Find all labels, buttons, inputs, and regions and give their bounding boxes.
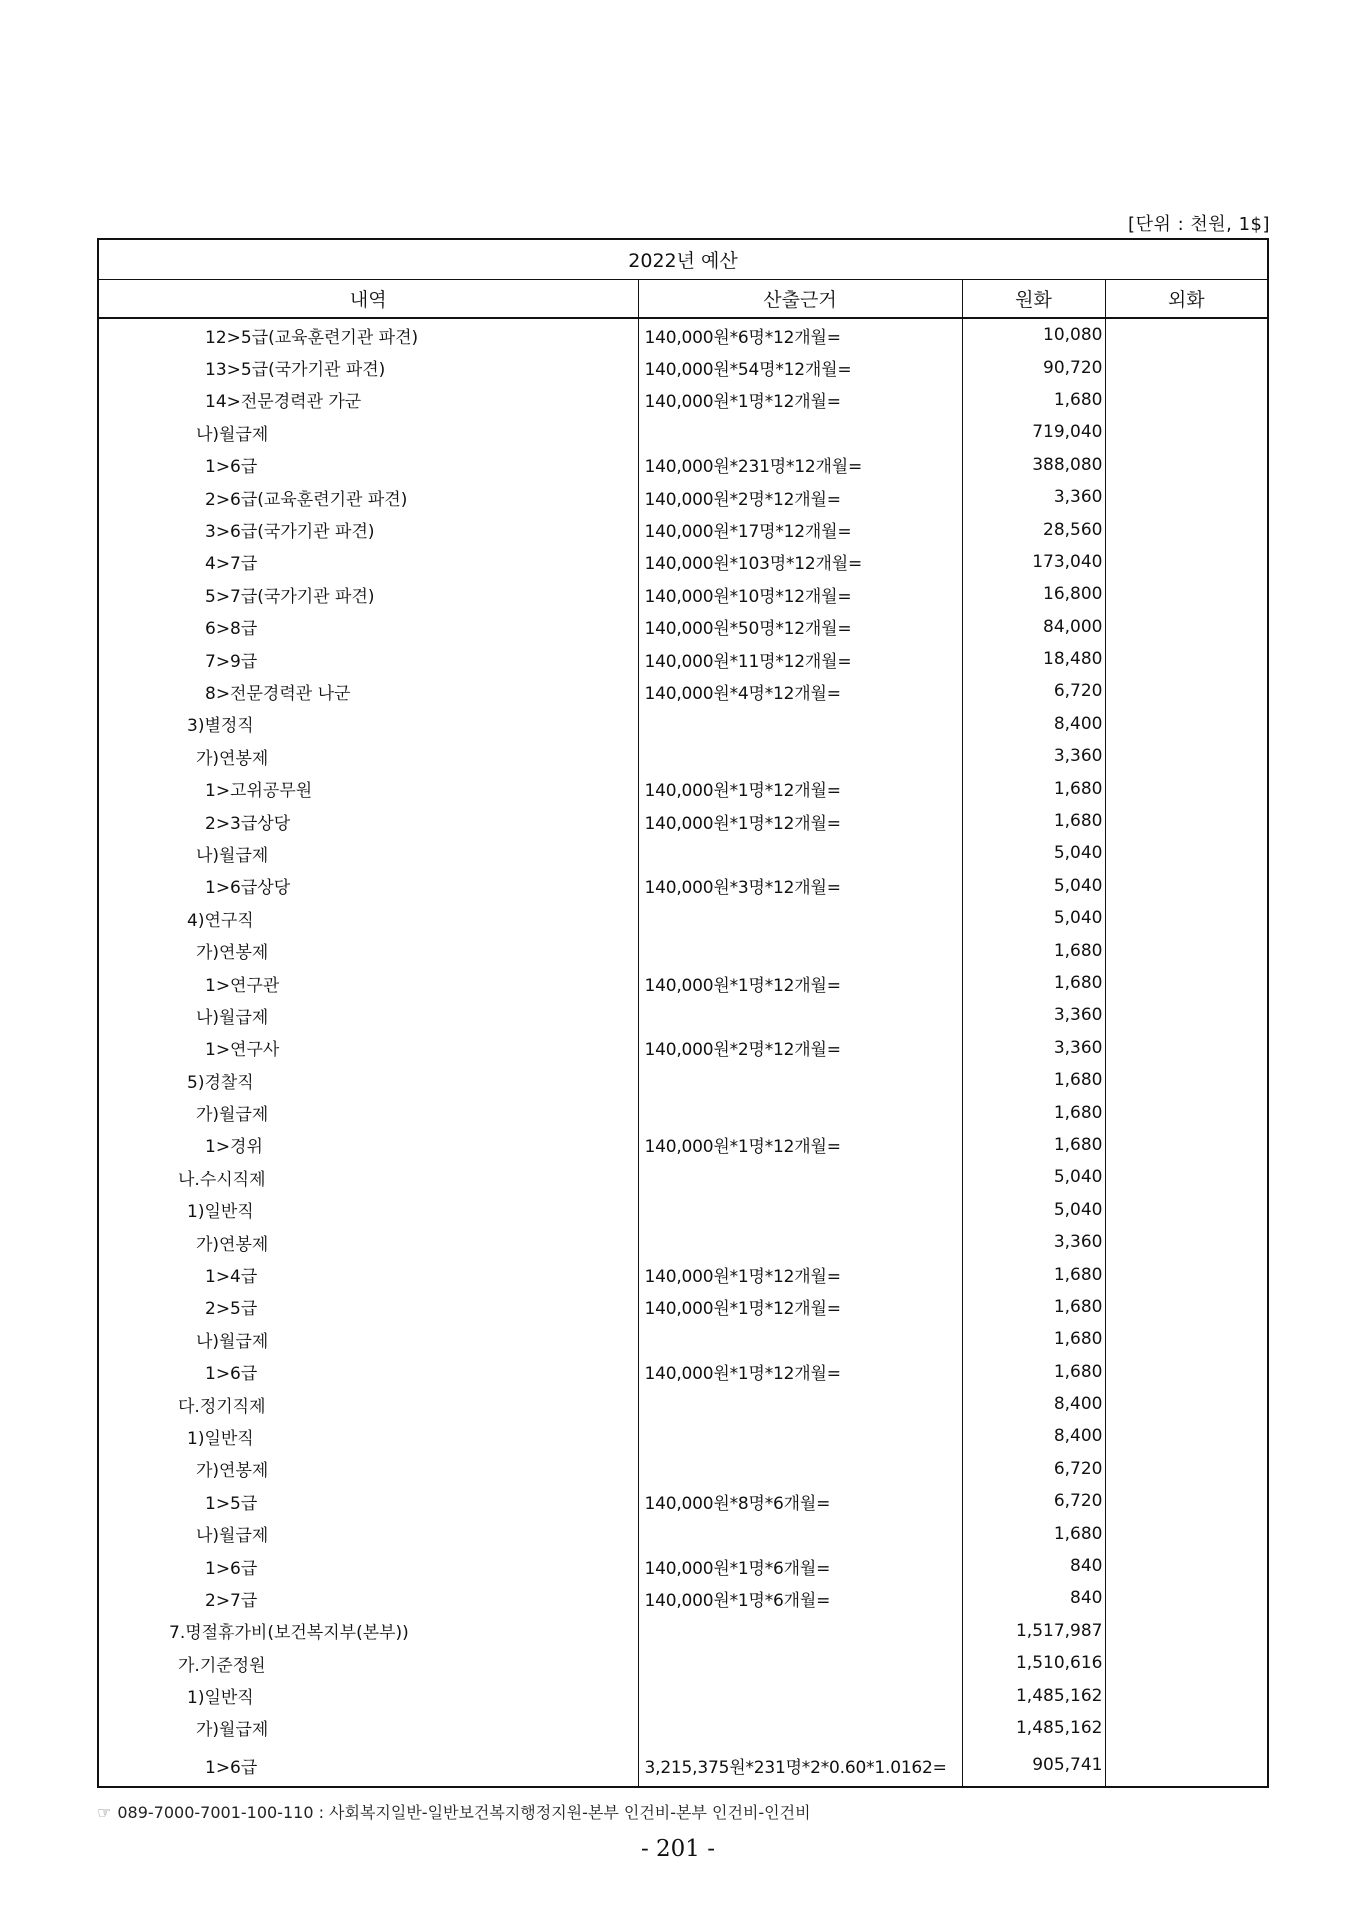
row-basis [638,1453,962,1485]
table-row [98,999,1268,1031]
row-basis: 140,000원*1명*12개월= [638,772,962,804]
row-foreign [1105,611,1268,643]
row-item: 6>8급 [205,619,258,640]
row-foreign [1105,708,1268,740]
row-foreign [1105,1064,1268,1096]
row-item: 1>5급 [205,1493,258,1514]
table-row [98,1712,1268,1744]
row-item: 3)별정직 [187,716,254,737]
table-row [98,513,1268,545]
page-number: - 201 - [640,1836,716,1862]
table-row [98,1615,1268,1647]
row-won: 8,400 [962,708,1105,740]
row-foreign [1105,1647,1268,1679]
row-basis [638,1647,962,1679]
table-row [98,1064,1268,1096]
row-foreign [1105,1356,1268,1388]
row-won: 90,720 [962,351,1105,383]
row-won: 1,680 [962,1258,1105,1290]
table-row [98,837,1268,869]
row-won: 16,800 [962,578,1105,610]
table-body [98,318,1268,1787]
table-row [98,934,1268,966]
row-foreign [1105,740,1268,772]
row-won: 28,560 [962,513,1105,545]
row-foreign [1105,546,1268,578]
row-foreign [1105,449,1268,481]
row-won: 3,360 [962,1226,1105,1258]
row-basis [638,1420,962,1452]
row-item: 1>고위공무원 [205,781,313,802]
row-basis: 140,000원*1명*12개월= [638,805,962,837]
row-foreign [1105,772,1268,804]
row-item: 2>5급 [205,1299,258,1320]
row-won: 3,360 [962,999,1105,1031]
header-item: 내역 [98,280,638,319]
row-basis [638,1096,962,1128]
row-basis [638,1517,962,1549]
row-item: 나.수시직제 [178,1169,266,1190]
row-basis [638,1679,962,1711]
row-item: 1>6급상당 [205,878,291,899]
table-row [98,1323,1268,1355]
header-won: 원화 [962,280,1105,319]
unit-label: [단위 : 천원, 1$] [1128,214,1270,235]
row-basis [638,1323,962,1355]
table-row [98,481,1268,513]
row-basis [638,902,962,934]
row-basis: 140,000원*8명*6개월= [638,1485,962,1517]
row-basis [638,934,962,966]
table-row [98,1226,1268,1258]
row-basis: 140,000원*3명*12개월= [638,870,962,902]
row-foreign [1105,384,1268,416]
row-won: 1,680 [962,1323,1105,1355]
row-item: 가)월급제 [196,1720,269,1741]
row-foreign [1105,513,1268,545]
row-won: 388,080 [962,449,1105,481]
row-foreign [1105,351,1268,383]
table-row [98,675,1268,707]
row-foreign [1105,1258,1268,1290]
table-row [98,967,1268,999]
row-basis [638,1064,962,1096]
table-row [98,740,1268,772]
table-row [98,611,1268,643]
table-row [98,1388,1268,1420]
row-foreign [1105,1161,1268,1193]
row-foreign [1105,1291,1268,1323]
row-basis: 140,000원*103명*12개월= [638,546,962,578]
row-item: 7.명절휴가비(보건복지부(본부)) [169,1623,409,1644]
table-row [98,1096,1268,1128]
row-item: 1>6급 [205,1757,258,1778]
row-item: 나)월급제 [196,845,269,866]
row-won: 3,360 [962,1032,1105,1064]
table-row [98,1291,1268,1323]
row-item: 13>5급(국가기관 파견) [205,360,386,381]
row-won: 1,510,616 [962,1647,1105,1679]
row-foreign [1105,1453,1268,1485]
row-won: 1,485,162 [962,1712,1105,1744]
row-item: 12>5급(교육훈련기관 파견) [205,327,419,348]
table-row [98,1647,1268,1679]
row-item: 1>연구사 [205,1040,280,1061]
header-basis: 산출근거 [638,280,962,319]
table-row [98,578,1268,610]
footer-text: 089-7000-7001-100-110 : 사회복지일반-일반보건복지행정지원-본부 인건비-본부 인건비-인건비 [117,1803,811,1822]
table-row [98,546,1268,578]
row-foreign [1105,1744,1268,1787]
row-basis: 140,000원*1명*12개월= [638,1258,962,1290]
table-row [98,772,1268,804]
row-item: 7>9급 [205,651,258,672]
row-foreign [1105,999,1268,1031]
row-item: 나)월급제 [196,1007,269,1028]
table-row [98,870,1268,902]
row-item: 가)연봉제 [196,748,269,769]
row-foreign [1105,1388,1268,1420]
row-won: 5,040 [962,870,1105,902]
row-item: 3>6급(국가기관 파견) [205,522,375,543]
table-row [98,1517,1268,1549]
row-item: 나)월급제 [196,424,269,445]
table-row [98,1582,1268,1614]
row-basis: 3,215,375원*231명*2*0.60*1.0162= [638,1744,962,1787]
row-won: 1,485,162 [962,1679,1105,1711]
row-foreign [1105,481,1268,513]
row-item: 1>연구관 [205,975,280,996]
row-item: 나)월급제 [196,1526,269,1547]
row-won: 905,741 [962,1744,1105,1787]
row-won: 1,680 [962,1517,1105,1549]
table-row [98,1258,1268,1290]
row-item: 가)연봉제 [196,943,269,964]
row-foreign [1105,837,1268,869]
row-basis [638,1615,962,1647]
row-foreign [1105,1129,1268,1161]
row-basis [638,999,962,1031]
row-won: 1,680 [962,805,1105,837]
row-basis: 140,000원*2명*12개월= [638,481,962,513]
row-basis: 140,000원*1명*6개월= [638,1582,962,1614]
row-basis: 140,000원*17명*12개월= [638,513,962,545]
row-item: 4>7급 [205,554,258,575]
row-won: 8,400 [962,1388,1105,1420]
row-basis [638,740,962,772]
row-foreign [1105,1323,1268,1355]
row-foreign [1105,1194,1268,1226]
row-foreign [1105,578,1268,610]
row-basis: 140,000원*4명*12개월= [638,675,962,707]
row-won: 3,360 [962,740,1105,772]
row-won: 840 [962,1582,1105,1614]
footer-note [97,1800,811,1823]
row-item: 2>3급상당 [205,813,291,834]
table-row [98,1453,1268,1485]
table-row [98,708,1268,740]
row-basis [638,1161,962,1193]
row-foreign [1105,902,1268,934]
table-row [98,1679,1268,1711]
row-item: 1)일반직 [187,1688,254,1709]
row-won: 1,680 [962,934,1105,966]
row-won: 1,680 [962,1291,1105,1323]
table-row [98,1485,1268,1517]
table-row [98,1161,1268,1193]
row-item: 다.정기직제 [178,1396,266,1417]
row-basis: 140,000원*1명*12개월= [638,1291,962,1323]
row-foreign [1105,1485,1268,1517]
table-row [98,1550,1268,1582]
row-item: 가)연봉제 [196,1461,269,1482]
table-row [98,449,1268,481]
row-won: 10,080 [962,318,1105,351]
table-row [98,384,1268,416]
row-foreign [1105,1517,1268,1549]
row-item: 나)월급제 [196,1331,269,1352]
row-won: 1,680 [962,1129,1105,1161]
row-basis: 140,000원*10명*12개월= [638,578,962,610]
row-item: 가)연봉제 [196,1234,269,1255]
table-row [98,1194,1268,1226]
table-row [98,318,1268,351]
row-foreign [1105,805,1268,837]
row-item: 1>6급 [205,1364,258,1385]
row-basis [638,1388,962,1420]
row-item: 1>4급 [205,1267,258,1288]
row-basis: 140,000원*1명*12개월= [638,384,962,416]
row-item: 5>7급(국가기관 파견) [205,586,375,607]
row-basis: 140,000원*231명*12개월= [638,449,962,481]
table-row [98,1129,1268,1161]
row-foreign [1105,318,1268,351]
row-basis [638,1712,962,1744]
row-basis: 140,000원*6명*12개월= [638,318,962,351]
row-foreign [1105,1679,1268,1711]
row-won: 6,720 [962,1485,1105,1517]
row-foreign [1105,416,1268,448]
row-foreign [1105,1096,1268,1128]
row-foreign [1105,1420,1268,1452]
row-item: 1>6급 [205,457,258,478]
row-basis [638,837,962,869]
row-item: 1>6급 [205,1558,258,1579]
table-row [98,1420,1268,1452]
row-basis: 140,000원*1명*12개월= [638,967,962,999]
row-basis: 140,000원*1명*12개월= [638,1356,962,1388]
table-row [98,805,1268,837]
row-won: 1,680 [962,1096,1105,1128]
table-row [98,1744,1268,1787]
row-basis [638,1194,962,1226]
row-won: 84,000 [962,611,1105,643]
row-won: 5,040 [962,902,1105,934]
row-foreign [1105,1550,1268,1582]
row-won: 1,680 [962,967,1105,999]
row-item: 5)경찰직 [187,1072,254,1093]
row-foreign [1105,1226,1268,1258]
row-basis: 140,000원*2명*12개월= [638,1032,962,1064]
row-foreign [1105,675,1268,707]
row-won: 1,517,987 [962,1615,1105,1647]
row-item: 1>경위 [205,1137,263,1158]
row-item: 2>6급(교육훈련기관 파견) [205,489,408,510]
row-won: 840 [962,1550,1105,1582]
row-item: 1)일반직 [187,1428,254,1449]
row-foreign [1105,1712,1268,1744]
row-item: 8>전문경력관 나군 [205,683,351,704]
table-row [98,643,1268,675]
row-won: 5,040 [962,1161,1105,1193]
table-row [98,1032,1268,1064]
row-basis: 140,000원*54명*12개월= [638,351,962,383]
row-foreign [1105,1032,1268,1064]
row-item: 4)연구직 [187,910,254,931]
row-item: 1)일반직 [187,1202,254,1223]
row-foreign [1105,967,1268,999]
row-foreign [1105,1615,1268,1647]
table-row [98,416,1268,448]
table-row [98,902,1268,934]
row-won: 1,680 [962,1356,1105,1388]
row-won: 18,480 [962,643,1105,675]
pointing-hand-icon: ☞ [97,1803,112,1822]
row-won: 5,040 [962,837,1105,869]
row-basis [638,708,962,740]
row-foreign [1105,643,1268,675]
row-basis: 140,000원*1명*6개월= [638,1550,962,1582]
row-basis [638,1226,962,1258]
row-foreign [1105,1582,1268,1614]
row-won: 719,040 [962,416,1105,448]
row-basis: 140,000원*50명*12개월= [638,611,962,643]
row-won: 173,040 [962,546,1105,578]
row-won: 1,680 [962,772,1105,804]
table-row [98,351,1268,383]
table-row [98,1356,1268,1388]
row-item: 가)월급제 [196,1105,269,1126]
row-won: 1,680 [962,384,1105,416]
header-foreign: 외화 [1105,280,1268,319]
row-basis: 140,000원*11명*12개월= [638,643,962,675]
budget-table [97,238,1269,1788]
row-won: 1,680 [962,1064,1105,1096]
row-won: 6,720 [962,1453,1105,1485]
row-foreign [1105,870,1268,902]
row-item: 2>7급 [205,1590,258,1611]
row-won: 3,360 [962,481,1105,513]
row-won: 6,720 [962,675,1105,707]
row-basis: 140,000원*1명*12개월= [638,1129,962,1161]
row-won: 5,040 [962,1194,1105,1226]
row-item: 14>전문경력관 가군 [205,392,362,413]
row-foreign [1105,934,1268,966]
row-won: 8,400 [962,1420,1105,1452]
table-title: 2022년 예산 [98,239,1268,280]
row-item: 가.기준정원 [178,1655,266,1676]
row-basis [638,416,962,448]
